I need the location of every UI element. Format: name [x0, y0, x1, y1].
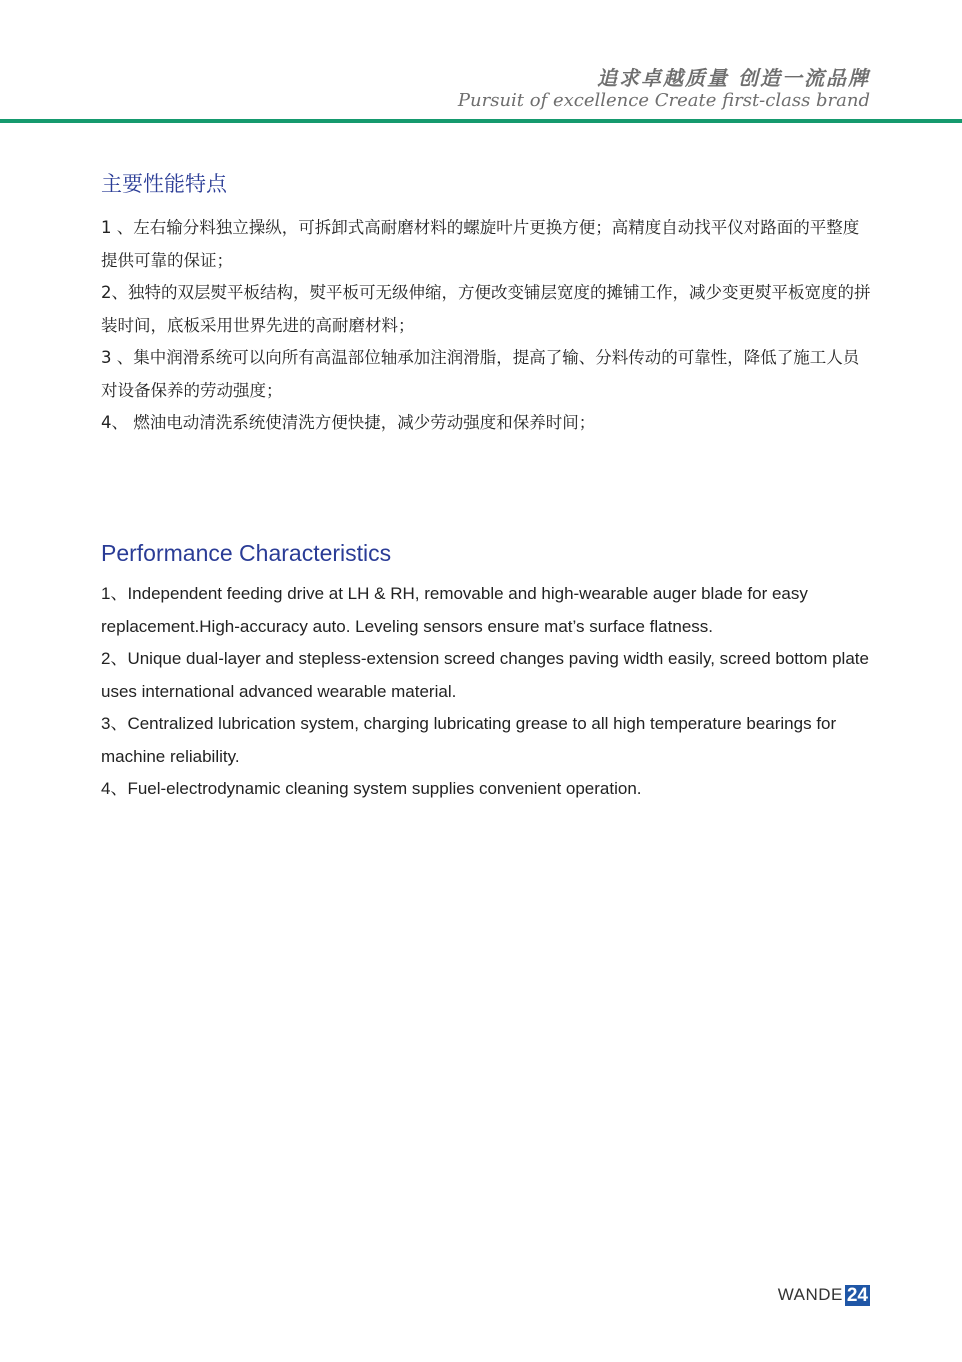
feature-item-cn-2: 2、独特的双层熨平板结构，熨平板可无级伸缩，方便改变铺层宽度的摊铺工作，减少变更熨平板宽度的拼装时间，底板采用世界先进的高耐磨材料； — [101, 283, 871, 335]
section-title-chinese: 主要性能特点 — [101, 172, 227, 196]
feature-item-en-4: 4、Fuel-electrodynamic cleaning system supplies convenient operation. — [101, 779, 642, 798]
feature-item-cn-1: 1 、左右输分料独立操纵，可拆卸式高耐磨材料的螺旋叶片更换方便；高精度自动找平仪对路面的平整度提供可靠的保证； — [101, 218, 860, 270]
slogan-english: Pursuit of excellence Create first-class brand — [457, 90, 870, 111]
brand-name: WANDE — [777, 1285, 843, 1304]
section-title-english: Performance Characteristics — [101, 540, 392, 566]
page-footer — [778, 1284, 870, 1306]
feature-item-cn-4: 4、 燃油电动清洗系统使清洗方便快捷，减少劳动强度和保养时间； — [101, 413, 596, 432]
feature-item-en-3: 3、Centralized lubrication system, charging lubricating grease to all high temperature bearings for machine reliability. — [101, 714, 837, 766]
feature-item-en-1: 1、Independent feeding drive at LH & RH, removable and high-wearable auger blade for easy replacement.High-accuracy auto. Leveling sensors ensure mat’s surface flatness. — [101, 584, 808, 636]
page-header — [0, 0, 962, 124]
slogan-chinese: 追求卓越质量 创造一流品牌 — [597, 66, 870, 90]
page-number-badge: 24 — [846, 1284, 868, 1306]
feature-item-en-2: 2、Unique dual-layer and stepless-extension screed changes paving width easily, screed bottom plate uses international advanced wearable material. — [101, 649, 869, 701]
feature-list-chinese — [101, 212, 871, 440]
header-divider — [0, 119, 962, 123]
feature-item-cn-3: 3 、集中润滑系统可以向所有高温部位轴承加注润滑脂，提高了输、分料传动的可靠性，降低了施工人员对设备保养的劳动强度； — [101, 348, 860, 400]
feature-list-english — [101, 578, 871, 806]
